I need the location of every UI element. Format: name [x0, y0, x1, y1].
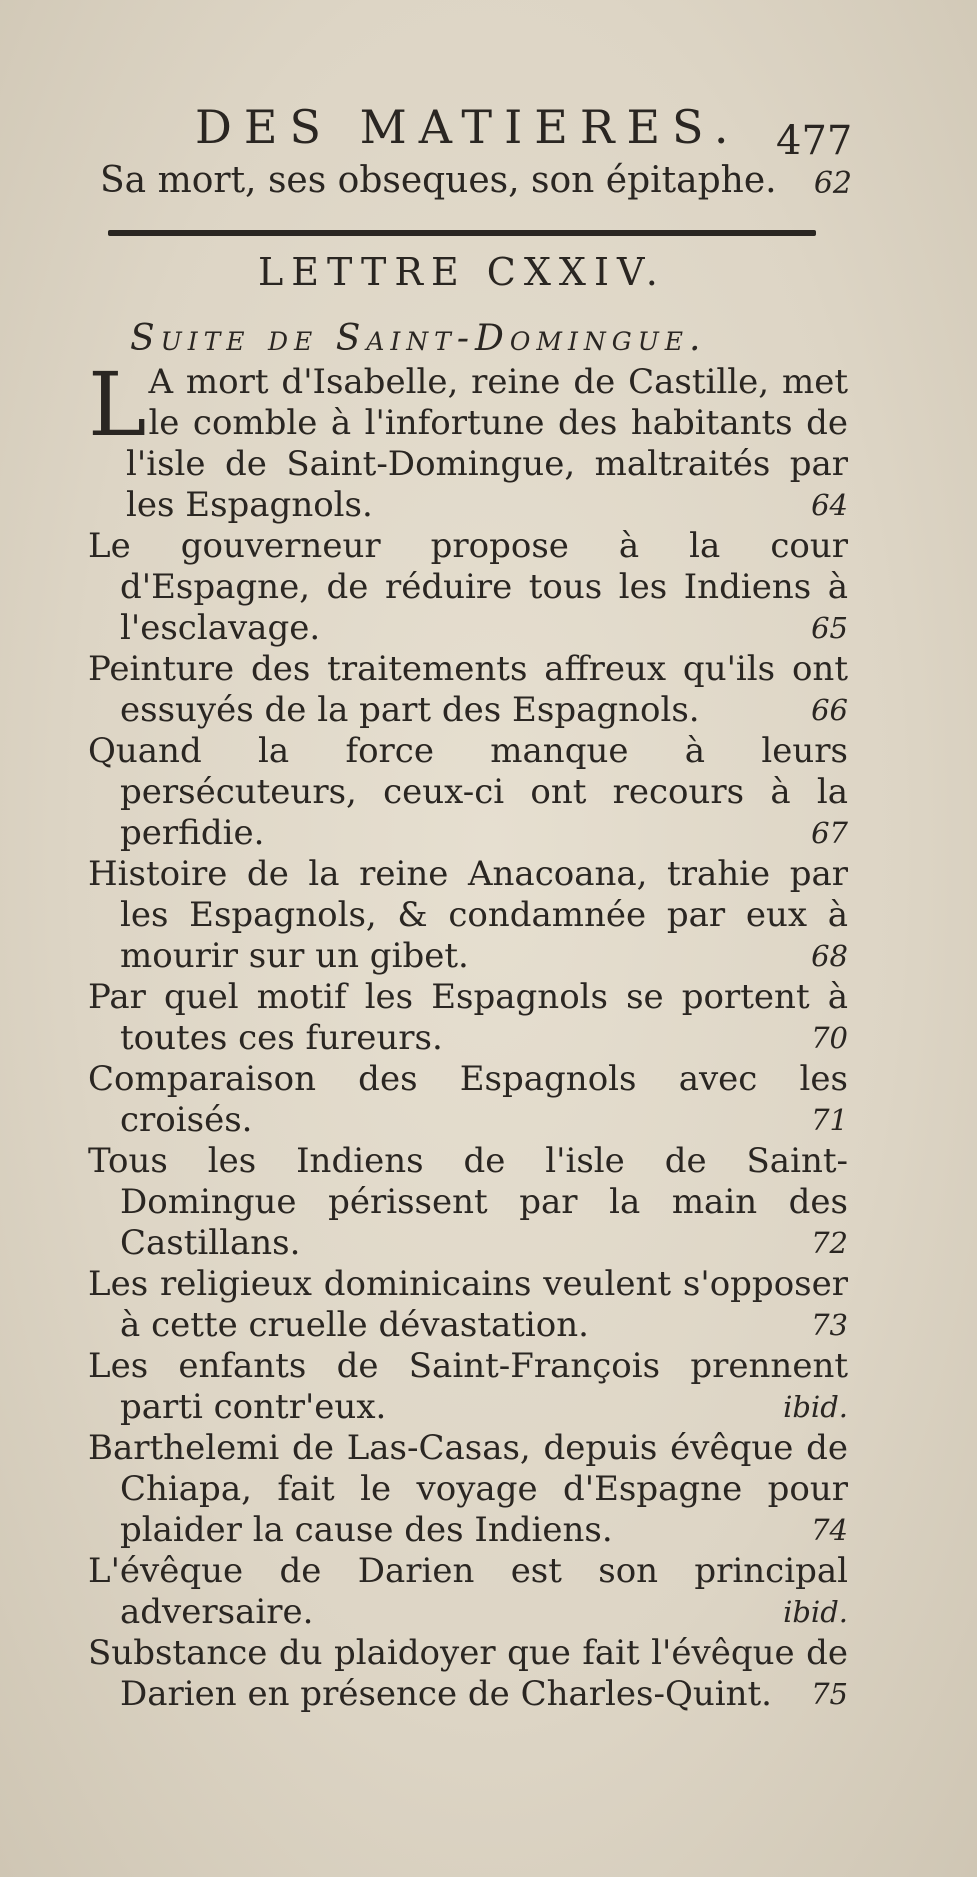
entry-page: 73	[811, 1308, 848, 1342]
top-entry-text: Sa mort, ses obseques, son épitaphe.	[100, 160, 777, 201]
entry-text: A mort d'Isabelle, reine de Castille, met le comble à l'infortune des habitants de l'isle de Saint-Domingue, maltraités par les Espagnols.	[126, 362, 848, 525]
top-entry-page: 62	[813, 166, 852, 201]
index-entry	[88, 1059, 848, 1141]
entry-page: 66	[811, 693, 848, 727]
top-entry	[100, 160, 852, 201]
index-entry	[88, 1551, 848, 1633]
index-entry	[88, 731, 848, 854]
entry-page: 68	[811, 939, 848, 973]
drop-cap: L	[88, 353, 147, 456]
running-head: DES MATIERES.	[195, 100, 741, 154]
entry-text: Barthelemi de Las-Casas, depuis évêque de Chiapa, fait le voyage d'Espagne pour plaider la cause des Indiens.	[88, 1428, 848, 1550]
index-entry	[88, 1428, 848, 1551]
entry-page: 75	[811, 1677, 848, 1711]
entry-text: Comparaison des Espagnols avec les croisés.	[88, 1059, 848, 1140]
entry-text: Les religieux dominicains veulent s'opposer à cette cruelle dévastation.	[88, 1264, 848, 1345]
index-entry	[88, 526, 848, 649]
entry-page: 64	[811, 488, 848, 522]
entry-page: 72	[811, 1226, 848, 1260]
index-entry	[88, 854, 848, 977]
entry-text: Les enfants de Saint-François prennent parti contr'eux.	[88, 1346, 848, 1427]
index-entries	[88, 353, 848, 1715]
entry-page: ibid.	[783, 1595, 848, 1629]
entry-page: 70	[811, 1021, 848, 1055]
entry-text: Peinture des traitements affreux qu'ils ont essuyés de la part des Espagnols.	[88, 649, 848, 730]
entry-page: 71	[811, 1103, 848, 1137]
index-entry	[88, 1264, 848, 1346]
entry-page: 74	[811, 1513, 848, 1547]
index-entry	[88, 649, 848, 731]
entry-text: L'évêque de Darien est son principal adversaire.	[88, 1551, 848, 1632]
page-number: 477	[776, 118, 853, 164]
letter-heading: LETTRE CXXIV.	[258, 250, 666, 294]
index-entry	[88, 353, 848, 526]
entry-page: ibid.	[783, 1390, 848, 1424]
index-entry	[88, 1141, 848, 1264]
entry-text: Le gouverneur propose à la cour d'Espagne, de réduire tous les Indiens à l'esclavage.	[88, 526, 848, 648]
index-entry	[88, 1346, 848, 1428]
entry-text: Quand la force manque à leurs persécuteurs, ceux-ci ont recours à la perfidie.	[88, 731, 848, 853]
index-entry	[88, 1633, 848, 1715]
entry-page: 67	[811, 816, 848, 850]
entry-text: Tous les Indiens de l'isle de Saint-Domingue périssent par la main des Castillans.	[88, 1141, 848, 1263]
letter-subtitle: Suite de Saint-Domingue.	[130, 318, 707, 359]
entry-text: Histoire de la reine Anacoana, trahie par les Espagnols, & condamnée par eux à mourir sur un gibet.	[88, 854, 848, 976]
entry-page: 65	[811, 611, 848, 645]
entry-text: Par quel motif les Espagnols se portent à toutes ces fureurs.	[88, 977, 848, 1058]
section-rule	[108, 230, 816, 236]
index-entry	[88, 977, 848, 1059]
entry-text: Substance du plaidoyer que fait l'évêque de Darien en présence de Charles-Quint.	[88, 1633, 848, 1714]
